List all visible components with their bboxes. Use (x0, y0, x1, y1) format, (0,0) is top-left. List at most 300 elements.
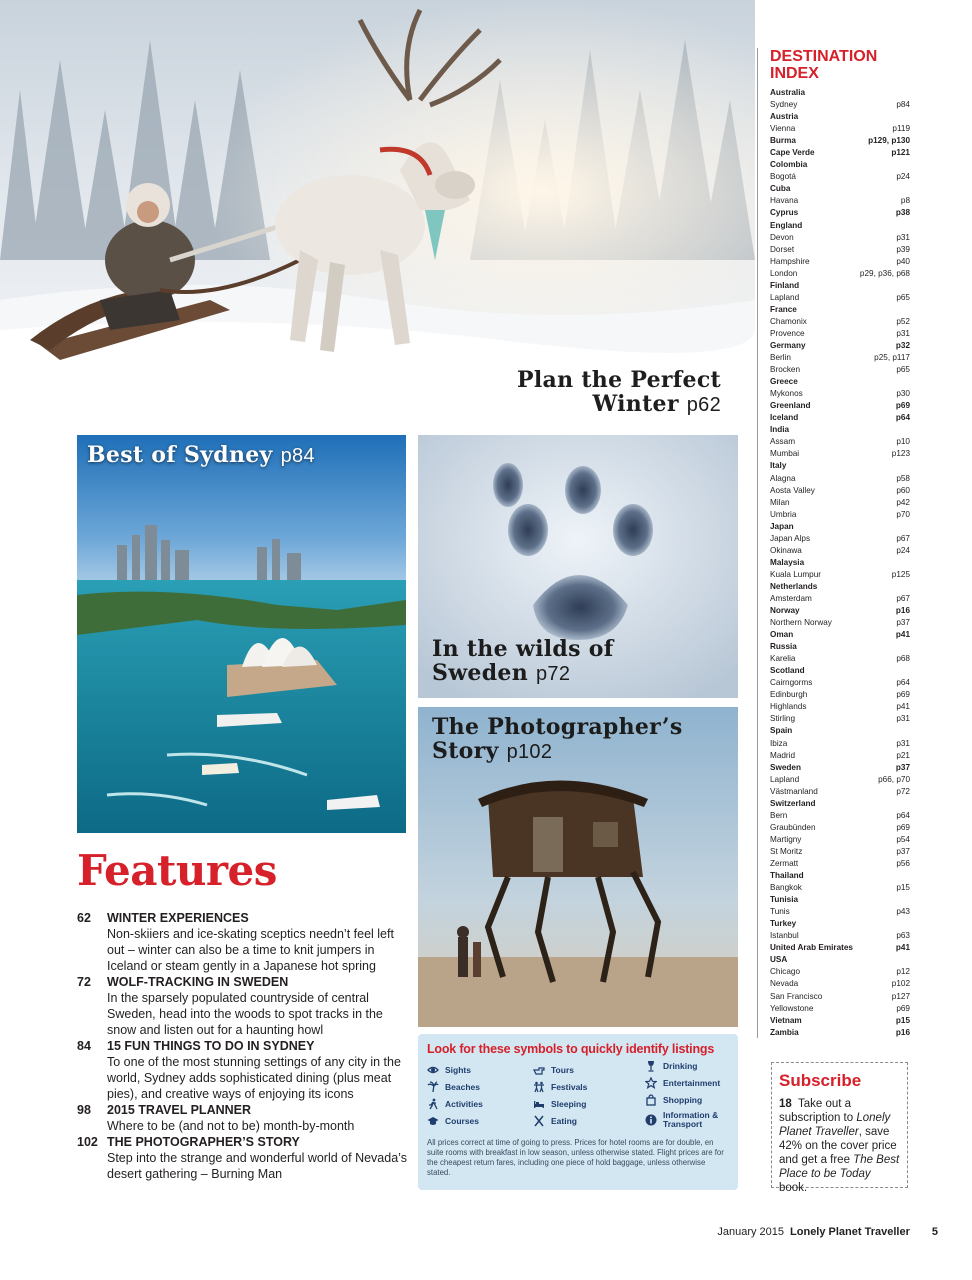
index-page-ref: p12 (896, 967, 910, 977)
index-place-name: Highlands (770, 702, 807, 712)
page-footer (717, 1226, 938, 1238)
index-page-ref: p41 (895, 943, 910, 953)
index-page-ref: p119 (892, 124, 910, 134)
subscribe-text-3: book. (779, 1182, 808, 1194)
index-country-row[interactable] (770, 207, 910, 219)
index-place-name: Russia (770, 642, 797, 652)
index-place-row[interactable] (770, 991, 910, 1003)
index-page-ref: p64 (895, 413, 910, 423)
index-page-ref: p39 (896, 244, 910, 254)
index-page-ref: p102 (891, 979, 910, 989)
index-page-ref: p16 (895, 606, 910, 616)
wolf-page-ref: p72 (535, 663, 571, 685)
pointing-hand-icon (533, 1064, 545, 1076)
index-country-row[interactable] (770, 460, 910, 472)
index-place-row[interactable] (770, 810, 910, 822)
feature-description: Non-skiiers and ice-skating sceptics needn’t feel left out – winter can also be a time to knit jumpers in Iceland or steam gently in a Japanese hot spring (107, 927, 394, 973)
index-place-name: Chamonix (770, 316, 807, 326)
index-page-ref: p15 (895, 1015, 910, 1025)
index-place-name: Lapland (770, 774, 800, 784)
index-country-row[interactable] (770, 581, 910, 593)
index-place-name: Austria (770, 112, 799, 122)
symbol-label: Entertainment (663, 1077, 721, 1088)
index-place-name: San Francisco (770, 991, 823, 1001)
sydney-page-ref: p84 (280, 445, 315, 467)
index-country-row[interactable] (770, 557, 910, 569)
index-page-ref: p52 (896, 316, 910, 326)
index-place-row[interactable] (770, 713, 910, 725)
index-page-ref: p64 (896, 678, 910, 688)
index-page-ref: p63 (896, 931, 910, 941)
index-place-row[interactable] (770, 738, 910, 750)
index-place-name: Berlin (770, 353, 791, 363)
index-place-name: Cairngorms (770, 678, 813, 688)
index-place-name: Hampshire (770, 256, 810, 266)
index-page-ref: p72 (896, 786, 910, 796)
index-country-row[interactable] (770, 1015, 910, 1027)
index-place-name: Bogotá (770, 172, 796, 182)
dancers-icon (533, 1081, 545, 1093)
features-heading: Features (77, 846, 277, 895)
symbol-information-transport (645, 1111, 721, 1129)
index-page-ref: p127 (891, 991, 910, 1001)
symbol-entertainment (645, 1077, 720, 1089)
index-country-row[interactable] (770, 159, 910, 171)
index-place-name: Bern (770, 810, 788, 820)
index-page-ref: p32 (895, 340, 910, 350)
index-place-row[interactable] (770, 966, 910, 978)
index-country-row[interactable] (770, 376, 910, 388)
index-place-name: Västmanland (770, 786, 818, 796)
index-place-name: Oman (770, 630, 794, 640)
index-page-ref: p56 (896, 859, 910, 868)
index-place-name: Dorset (770, 244, 795, 254)
index-place-name: Greece (770, 377, 798, 387)
symbol-label: Sleeping (551, 1098, 587, 1109)
subscribe-text-2: , save 42% on the cover price and get a free (779, 1126, 897, 1166)
index-place-name: Martigny (770, 834, 802, 844)
symbol-tours (533, 1064, 574, 1076)
star-icon (645, 1077, 657, 1089)
index-place-name: Kuala Lumpur (770, 569, 821, 579)
index-country-row[interactable] (770, 762, 910, 774)
destination-index-heading (770, 48, 910, 82)
index-place-name: USA (770, 955, 788, 965)
symbol-activities (427, 1098, 483, 1110)
index-place-name: Karelia (770, 654, 796, 664)
index-place-name: Graubünden (770, 822, 816, 832)
index-place-row[interactable] (770, 244, 910, 256)
index-page-ref: p37 (896, 618, 910, 628)
symbols-legend-box (418, 1034, 738, 1190)
index-page-ref: p67 (896, 593, 910, 603)
index-place-name: Stirling (770, 714, 796, 724)
index-page-ref: p69 (896, 822, 910, 832)
feature-item[interactable] (77, 1134, 407, 1182)
burning-man-photo (418, 707, 738, 1027)
index-page-ref: p123 (891, 449, 910, 459)
index-place-row[interactable] (770, 882, 910, 894)
index-place-name: Spain (770, 726, 793, 736)
index-place-row[interactable] (770, 593, 910, 605)
index-place-row[interactable] (770, 617, 910, 629)
index-place-row[interactable] (770, 268, 910, 280)
feature-item[interactable] (77, 910, 407, 974)
reindeer-title-line2: Winter (592, 391, 679, 417)
cutlery-icon (533, 1115, 545, 1127)
feature-description: To one of the most stunning settings of any city in the world, Sydney adds sophisticated dining (plus meat pies), and creative ways of enjoying its icons (107, 1055, 401, 1101)
index-page-ref: p10 (896, 437, 910, 447)
wolf-title-line2: Sweden (432, 660, 528, 686)
index-place-name: Cuba (770, 184, 791, 194)
index-place-name: Australia (770, 88, 806, 97)
index-place-row[interactable] (770, 497, 910, 509)
index-place-row[interactable] (770, 99, 910, 111)
subscribe-box[interactable] (771, 1062, 908, 1194)
feature-description: In the sparsely populated countryside of central Sweden, head into the woods to spot tracks in the snow and listen out for a haunting howl (107, 991, 383, 1037)
reindeer-sled-photo (0, 0, 755, 424)
index-place-row[interactable] (770, 677, 910, 689)
index-place-name: Madrid (770, 750, 796, 760)
index-place-row[interactable] (770, 930, 910, 942)
index-place-name: Northern Norway (770, 618, 832, 628)
index-place-row[interactable] (770, 1003, 910, 1015)
symbol-label: Information & Transport (663, 1110, 719, 1129)
index-place-name: Okinawa (770, 545, 802, 555)
index-country-row[interactable] (770, 111, 910, 123)
index-place-name: Cape Verde (770, 148, 815, 158)
index-page-ref: p38 (895, 208, 910, 218)
index-page-ref: p31 (896, 714, 910, 724)
reindeer-feature-title[interactable] (517, 368, 721, 417)
subscribe-magazine-name: Lonely Planet Traveller (779, 1112, 891, 1138)
index-place-name: Provence (770, 328, 805, 338)
index-country-row[interactable] (770, 135, 910, 147)
index-page-ref: p40 (896, 256, 910, 266)
index-place-name: Bangkok (770, 883, 802, 893)
feature-page-number: 72 (77, 975, 91, 989)
index-place-name: Ibiza (770, 738, 788, 748)
index-country-row[interactable] (770, 629, 910, 641)
feature-title: 15 FUN THINGS TO DO IN SYDNEY (107, 1039, 315, 1053)
graduation-cap-icon (427, 1115, 439, 1127)
index-country-row[interactable] (770, 725, 910, 737)
photographer-title-line2: Story (432, 738, 499, 764)
symbol-label: Beaches (445, 1081, 480, 1092)
index-place-name: Japan Alps (770, 533, 811, 543)
symbol-label: Activities (445, 1098, 483, 1109)
sydney-title-text: Best of Sydney (87, 442, 273, 468)
index-place-name: Sydney (770, 100, 798, 110)
reindeer-title-line1: Plan the Perfect (517, 367, 721, 393)
index-place-name: Aosta Valley (770, 485, 815, 495)
symbols-grid (427, 1060, 730, 1136)
index-place-name: Malaysia (770, 557, 805, 567)
index-page-ref: p25, p117 (874, 353, 910, 363)
index-place-row[interactable] (770, 846, 910, 858)
price-disclaimer-note: All prices correct at time of going to press. Prices for hotel rooms are for double, en suite rooms with breakfast in low season, unless otherwise stated. Flight prices are for the cheapest return fares, including one piece of hold baggage, unless otherwise stated. (427, 1138, 724, 1177)
symbol-festivals (533, 1081, 587, 1093)
index-place-row[interactable] (770, 653, 910, 665)
symbol-label: Shopping (663, 1094, 703, 1105)
index-place-row[interactable] (770, 822, 910, 834)
feature-title: WOLF-TRACKING IN SWEDEN (107, 975, 289, 989)
index-country-row[interactable] (770, 340, 910, 352)
index-country-row[interactable] (770, 870, 910, 882)
feature-page-number: 62 (77, 911, 91, 925)
index-place-name: England (770, 220, 803, 230)
index-place-name: France (770, 304, 797, 314)
shopping-bag-icon (645, 1094, 657, 1106)
index-page-ref: p84 (896, 100, 910, 110)
feature-item[interactable] (77, 1102, 407, 1134)
index-place-name: Alagna (770, 473, 796, 483)
feature-title: WINTER EXPERIENCES (107, 911, 249, 925)
index-page-ref: p58 (896, 473, 910, 483)
index-place-row[interactable] (770, 978, 910, 990)
index-place-row[interactable] (770, 545, 910, 557)
index-place-name: Sweden (770, 762, 801, 772)
index-place-row[interactable] (770, 448, 910, 460)
index-page-ref: p41 (895, 630, 910, 640)
index-place-row[interactable] (770, 256, 910, 268)
symbol-sights (427, 1064, 471, 1076)
index-place-name: Havana (770, 196, 799, 206)
index-place-name: Italy (770, 461, 787, 471)
index-place-row[interactable] (770, 786, 910, 798)
reindeer-page-ref: p62 (686, 394, 721, 416)
index-country-row[interactable] (770, 942, 910, 954)
index-page-ref: p129, p130 (868, 136, 910, 146)
index-place-row[interactable] (770, 858, 910, 870)
index-page-ref: p15 (896, 883, 910, 893)
index-page-ref: p66, p70 (878, 774, 910, 784)
page-number: 5 (931, 1226, 938, 1238)
feature-page-number: 102 (77, 1135, 98, 1149)
index-place-row[interactable] (770, 906, 910, 918)
index-place-row[interactable] (770, 834, 910, 846)
index-place-row[interactable] (770, 569, 910, 581)
index-country-row[interactable] (770, 183, 910, 195)
symbol-label: Drinking (663, 1060, 698, 1071)
index-place-row[interactable] (770, 232, 910, 244)
index-country-row[interactable] (770, 521, 910, 533)
index-page-ref: p64 (896, 810, 910, 820)
symbol-eating (533, 1115, 577, 1127)
feature-page-number: 84 (77, 1039, 91, 1053)
index-place-name: Lapland (770, 292, 800, 302)
index-page-ref: p69 (896, 1003, 910, 1013)
index-place-name: Burma (770, 136, 796, 146)
index-place-row[interactable] (770, 352, 910, 364)
index-country-row[interactable] (770, 1027, 910, 1039)
index-page-ref: p65 (896, 292, 910, 302)
index-page-ref: p31 (896, 232, 910, 242)
feature-title: 2015 TRAVEL PLANNER (107, 1103, 252, 1117)
index-place-name: Brocken (770, 365, 801, 375)
index-place-name: Tunis (770, 907, 790, 917)
index-page-ref: p8 (900, 196, 910, 206)
index-place-row[interactable] (770, 171, 910, 183)
index-page-ref: p125 (891, 569, 910, 579)
index-place-name: Istanbul (770, 931, 799, 941)
index-country-row[interactable] (770, 918, 910, 930)
index-country-row[interactable] (770, 954, 910, 966)
symbol-courses (427, 1115, 479, 1127)
index-page-ref: p37 (896, 846, 910, 856)
index-page-ref: p31 (896, 738, 910, 748)
index-page-ref: p43 (896, 907, 910, 917)
index-page-ref: p24 (896, 545, 910, 555)
index-page-ref: p69 (895, 401, 910, 411)
index-place-name: Finland (770, 280, 800, 290)
subscribe-book-title: The Best Place to be Today (779, 1154, 900, 1180)
index-place-name: Yellowstone (770, 1003, 814, 1013)
symbol-drinking (645, 1060, 697, 1072)
index-page-ref: p30 (896, 389, 910, 399)
index-country-row[interactable] (770, 400, 910, 412)
index-place-row[interactable] (770, 533, 910, 545)
index-country-row[interactable] (770, 412, 910, 424)
subscribe-heading: Subscribe (779, 1071, 862, 1090)
index-place-row[interactable] (770, 485, 910, 497)
index-page-ref: p16 (895, 1027, 910, 1037)
index-place-name: Umbria (770, 509, 797, 519)
index-place-row[interactable] (770, 123, 910, 135)
index-place-name: Amsterdam (770, 593, 812, 603)
index-place-row[interactable] (770, 509, 910, 521)
index-place-name: Greenland (770, 401, 811, 411)
index-place-row[interactable] (770, 774, 910, 786)
index-place-name: Chicago (770, 967, 801, 977)
running-figure-icon (427, 1098, 439, 1110)
index-place-name: India (770, 425, 790, 435)
index-place-row[interactable] (770, 364, 910, 376)
symbol-label: Sights (445, 1064, 471, 1075)
symbol-shopping (645, 1094, 702, 1106)
destination-index (757, 48, 910, 1038)
symbol-sleeping (533, 1098, 586, 1110)
index-page-ref: p121 (891, 148, 910, 158)
index-place-row[interactable] (770, 316, 910, 328)
index-place-name: Switzerland (770, 798, 816, 808)
index-country-row[interactable] (770, 424, 910, 436)
subscribe-body (779, 1097, 901, 1195)
wolf-title-line1: In the wilds of (432, 636, 614, 662)
index-page-ref: p37 (895, 762, 910, 772)
photographer-page-ref: p102 (506, 741, 553, 763)
index-place-row[interactable] (770, 701, 910, 713)
bed-icon (533, 1098, 545, 1110)
wine-glass-icon (645, 1060, 657, 1072)
index-page-ref: p70 (896, 509, 910, 519)
index-place-row[interactable] (770, 292, 910, 304)
index-place-row[interactable] (770, 689, 910, 701)
index-place-name: Assam (770, 437, 796, 447)
index-place-row[interactable] (770, 195, 910, 207)
index-page-ref: p54 (896, 834, 910, 844)
index-place-name: Vienna (770, 124, 796, 134)
index-country-row[interactable] (770, 798, 910, 810)
index-page-ref: p24 (896, 172, 910, 182)
index-page-ref: p67 (896, 533, 910, 543)
index-page-ref: p21 (896, 750, 910, 760)
feature-title: THE PHOTOGRAPHER’S STORY (107, 1135, 300, 1149)
index-country-row[interactable] (770, 894, 910, 906)
symbol-label: Eating (551, 1115, 577, 1126)
feature-page-number: 98 (77, 1103, 91, 1117)
index-page-ref: p69 (896, 690, 910, 700)
index-place-name: Cyprus (770, 208, 799, 218)
index-place-name: Milan (770, 497, 790, 507)
symbol-label: Courses (445, 1115, 480, 1126)
wolf-paw-print-photo (418, 435, 738, 698)
index-country-row[interactable] (770, 220, 910, 232)
reindeer-sled-image (0, 0, 755, 424)
subscribe-text-1: Take out a subscription to (779, 1098, 857, 1124)
index-country-row[interactable] (770, 304, 910, 316)
wolf-feature-title[interactable] (432, 637, 613, 686)
index-place-name: Zermatt (770, 859, 799, 868)
index-page-ref: p42 (896, 497, 910, 507)
index-place-name: Thailand (770, 871, 804, 881)
index-country-row[interactable] (770, 605, 910, 617)
index-place-name: Zambia (770, 1027, 799, 1037)
magazine-name: Lonely Planet Traveller (790, 1226, 910, 1238)
index-place-name: Norway (770, 606, 800, 616)
info-icon (645, 1114, 657, 1126)
sydney-feature-title[interactable] (87, 443, 315, 468)
index-place-name: Vietnam (770, 1015, 802, 1025)
index-place-name: Devon (770, 232, 794, 242)
index-country-row[interactable] (770, 147, 910, 159)
index-country-row[interactable] (770, 280, 910, 292)
feature-description: Where to be (and not to be) month-by-month (107, 1119, 355, 1133)
photographer-feature-title[interactable] (432, 715, 683, 764)
palm-tree-icon (427, 1081, 439, 1093)
symbol-label: Tours (551, 1064, 574, 1075)
feature-item[interactable] (77, 1038, 407, 1102)
index-country-row[interactable] (770, 665, 910, 677)
index-place-name: London (770, 268, 798, 278)
index-place-name: Germany (770, 340, 806, 350)
eye-icon (427, 1064, 439, 1076)
index-place-row[interactable] (770, 473, 910, 485)
destination-index-list (770, 87, 910, 1039)
index-page-ref: p29, p36, p68 (859, 268, 910, 278)
features-list (77, 910, 407, 1182)
feature-description: Step into the strange and wonderful world of Nevada’s desert gathering – Burning Man (107, 1151, 407, 1181)
index-page-ref: p31 (896, 328, 910, 338)
index-place-row[interactable] (770, 388, 910, 400)
photographer-title-line1: The Photographer’s (432, 714, 683, 740)
symbol-beaches (427, 1081, 480, 1093)
index-place-row[interactable] (770, 750, 910, 762)
index-place-name: Mykonos (770, 389, 803, 399)
index-place-row[interactable] (770, 328, 910, 340)
feature-item[interactable] (77, 974, 407, 1038)
index-place-name: Tunisia (770, 895, 799, 905)
subscribe-page-ref: 18 (779, 1098, 792, 1110)
index-country-row[interactable] (770, 87, 910, 99)
index-place-name: Netherlands (770, 581, 818, 591)
symbols-heading: Look for these symbols to quickly identify listings (427, 1042, 715, 1056)
issue-date: January 2015 (717, 1226, 785, 1238)
index-place-row[interactable] (770, 436, 910, 448)
index-country-row[interactable] (770, 641, 910, 653)
index-place-name: Edinburgh (770, 690, 808, 700)
sydney-harbour-image (77, 435, 406, 833)
